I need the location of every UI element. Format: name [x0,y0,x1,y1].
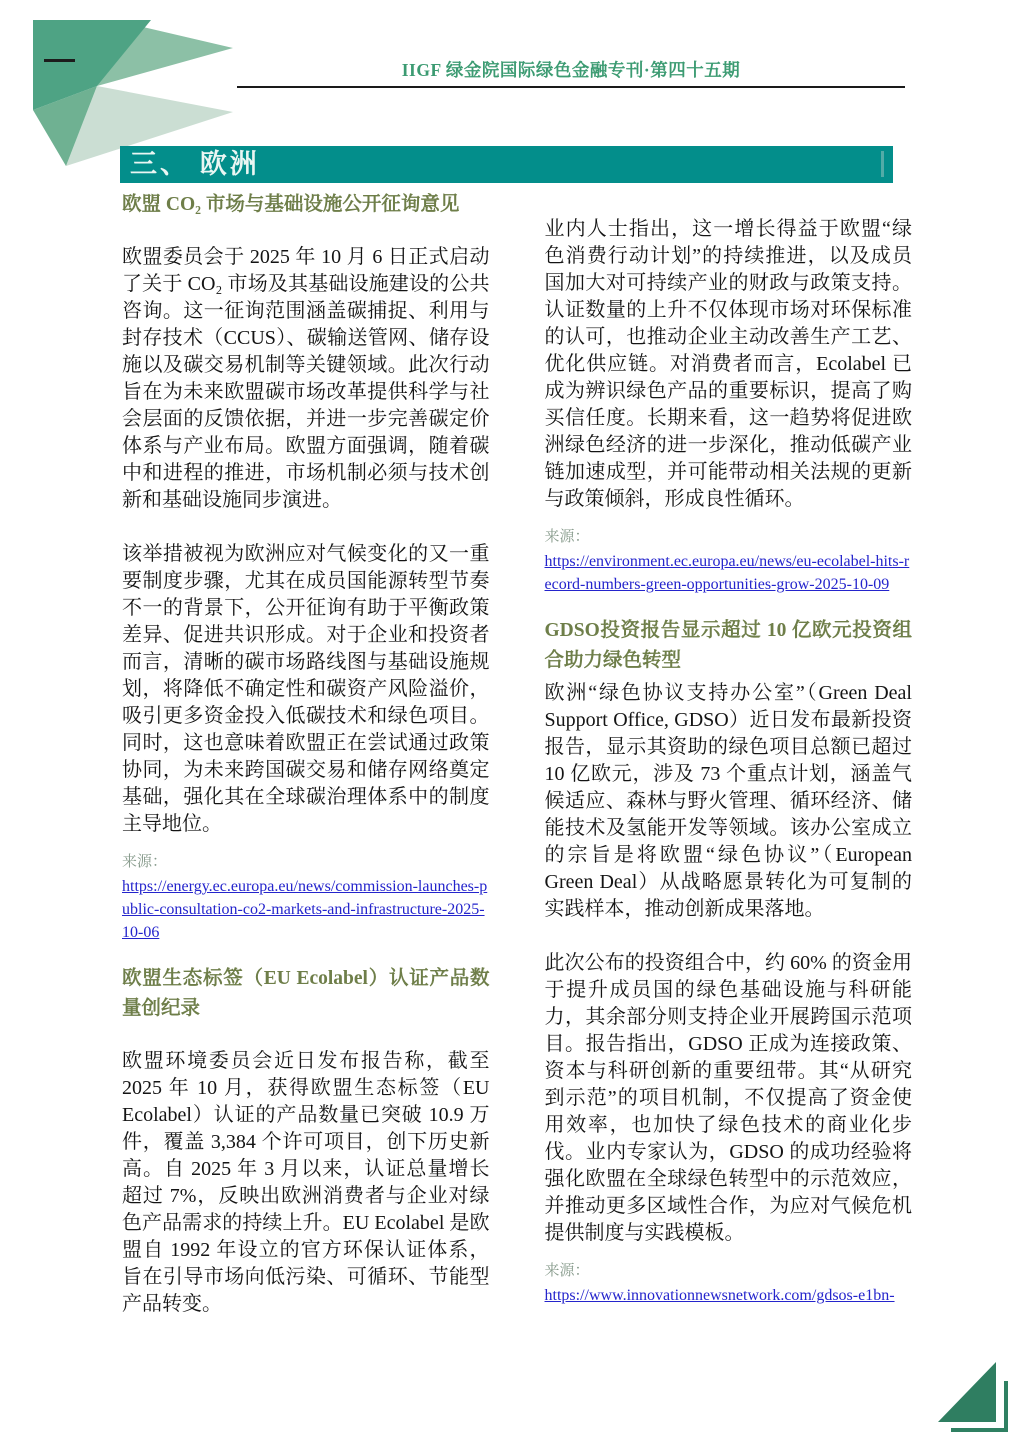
left-column [122,190,490,1318]
article1-paragraph-1: 欧盟委员会于 2025 年 10 月 6 日正式启动了关于 CO₂ 市场及其基础设施建设的公共咨询。这一征询范围涵盖碳捕捉、利用与封存技术（CCUS）、碳输送管网、储存设施以及碳交易机制等关键领域。此次行动旨在为未来欧盟碳市场改革提供科学与社会层面的反馈依据，并进一步完善碳定价体系与产业布局。欧盟方面强调，随着碳中和进程的推进，市场机制必须与技术创新和基础设施同步演进。 [122,246,490,511]
article3-title: GDSO投资报告显示超过 10 亿欧元投资组合助力绿色转型 [544,620,912,671]
article-columns [122,190,912,1318]
article2-paragraph-2: 业内人士指出，这一增长得益于欧盟“绿色消费行动计划”的持续推进，以及成员国加大对可持续产业的财政与政策支持。认证数量的上升不仅体现市场对环保标准的认可，也推动企业主动改善生产工艺、优化供应链。对消费者而言，Ecolabel 已成为辨识绿色产品的重要标识，提高了购买信任度。长期来看，这一趋势将促进欧洲绿色经济的进一步深化，推动低碳产业链加速成型，并可能带动相关法规的更新与政策倾斜，形成良性循环。 [544,218,912,510]
decorative-dash [44,59,75,62]
article3-source-link[interactable]: https://www.innovationnewsnetwork.com/gdsos-e1bn- [544,1287,895,1304]
banner-accent-stripe [881,151,884,177]
article3-source [545,1261,913,1307]
corner-triangle-decoration-icon [935,1356,1015,1434]
article1-source [122,852,490,944]
section-banner-europe: 三、 欧洲 [120,146,893,183]
page-title: IIGF 绿金院国际绿色金融专刊·第四十五期 [401,60,741,80]
source-label: 来源： [544,529,590,545]
header-divider [237,86,905,88]
source-label: 来源： [544,1263,590,1279]
source-label: 来源： [122,854,168,870]
article3-paragraph-1: 欧洲“绿色协议支持办公室”（Green Deal Support Office, GDSO）近日发布最新投资报告，显示其资助的绿色项目总额已超过10 亿欧元，涉及 73 个重点计划，涵盖气候适应、森林与野火管理、循环经济、储能技术及氢能开发等领域。该办公室成立的宗旨是将欧盟“绿色协议”（European Green Deal）从战略愿景转化为可复制的实践样本，推动创新成果落地。 [544,682,912,920]
article1-source-link[interactable]: https://energy.ec.europa.eu/news/commission-launches-public-consultation-co2-markets-and-infrastructure-2025-10-06 [122,878,488,941]
article2-source [545,527,913,596]
article2-source-link[interactable]: https://environment.ec.europa.eu/news/eu-ecolabel-hits-record-numbers-green-opportunities-grow-2025-10-09 [544,553,910,593]
article2-title: 欧盟生态标签（EU Ecolabel）认证产品数量创纪录 [122,968,490,1019]
article1-title: 欧盟 CO₂ 市场与基础设施公开征询意见 [122,194,460,215]
right-column [545,190,913,1318]
article3-paragraph-2: 此次公布的投资组合中，约 60% 的资金用于提升成员国的绿色基础设施与科研能力，其余部分则支持企业开展跨国示范项目。报告指出，GDSO 正成为连接政策、资本与科研创新的重要纽带。其“从研究到示范”的项目机制，不仅提高了资金使用效率，也加快了绿色技术的商业化步伐。业内专家认为，GDSO 的成功经验将强化欧盟在全球绿色转型中的示范效应，并推动更多区域性合作，为应对气候危机提供制度与实践模板。 [544,952,912,1244]
article2-paragraph-1: 欧盟环境委员会近日发布报告称，截至 2025 年 10 月，获得欧盟生态标签（EU Ecolabel）认证的产品数量已突破 10.9 万件，覆盖 3,384 个许可项目，创下历史新高。自 2025 年 3 月以来，认证总量增长超过 7%，反映出欧洲消费者与企业对绿色产品需求的持续上升。EU Ecolabel 是欧盟自 1992 年设立的官方环保认证体系，旨在引导市场向低污染、可循环、节能型产品转变。 [122,1050,490,1315]
article1-paragraph-2: 该举措被视为欧洲应对气候变化的又一重要制度步骤，尤其在成员国能源转型节奏不一的背景下，公开征询有助于平衡政策差异、促进共识形成。对于企业和投资者而言，清晰的碳市场路线图与基础设施规划，将降低不确定性和碳资产风险溢价，吸引更多资金投入低碳技术和绿色项目。同时，这也意味着欧盟正在尝试通过政策协同，为未来跨国碳交易和储存网络奠定基础，强化其在全球碳治理体系中的制度主导地位。 [122,543,490,835]
